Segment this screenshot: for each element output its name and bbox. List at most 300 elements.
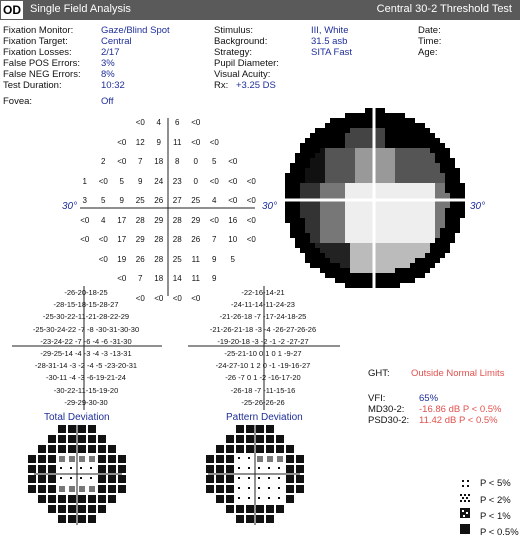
test-name: Central 30-2 Threshold Test — [376, 3, 512, 15]
info-value: 2/17 — [101, 47, 120, 58]
p05-symbol — [78, 425, 86, 433]
deviation-row: -24-27-10 1 2 0 -1 -19-16-27 — [215, 361, 311, 371]
threshold-value: 5 — [230, 254, 235, 264]
deviation-row: -19-20-18 -3 -2 -1 -2 -27-27 — [217, 336, 309, 346]
threshold-value: <0 — [98, 254, 108, 264]
p05-symbol — [58, 495, 66, 503]
deviation-row: -24-11-14-11-24-23 — [231, 300, 295, 310]
analysis-title: Single Field Analysis — [30, 3, 131, 15]
p05-symbol — [88, 505, 96, 513]
info-label: Test Duration: — [3, 80, 62, 91]
p5-symbol — [80, 467, 82, 469]
deviation-row: -29-29-30-30 — [64, 397, 108, 407]
p5-symbol — [258, 467, 260, 469]
p05-symbol — [98, 485, 106, 493]
deviation-row: -21-26-21-18 -3 -4 -26-27-26-26 — [209, 324, 317, 334]
deviation-row: -25-21-10 0 1 0 1 -9-27 — [224, 349, 302, 358]
p5-symbol — [268, 477, 270, 479]
info-label: Fovea: — [3, 96, 33, 107]
p05-symbol — [98, 505, 106, 513]
p05-symbol — [226, 455, 234, 463]
threshold-value: 4 — [101, 215, 106, 225]
p05-symbol — [108, 485, 116, 493]
p05-symbol — [266, 445, 274, 453]
threshold-value: 25 — [135, 196, 145, 205]
p5-symbol — [248, 497, 250, 499]
p2-symbol — [267, 456, 273, 462]
info-label: Fixation Losses: — [3, 47, 72, 58]
threshold-value: 14 — [172, 274, 182, 283]
threshold-value: 25 — [172, 254, 182, 264]
info-value: SITA Fast — [311, 47, 353, 58]
p2-symbol — [79, 486, 85, 492]
p05-symbol — [48, 445, 56, 453]
info-value: +3.25 DS — [236, 80, 276, 91]
psd-label: PSD30-2: — [368, 415, 410, 426]
p05-symbol — [236, 515, 244, 523]
deviation-row: -25-26-26-26 — [241, 397, 285, 407]
p05-symbol — [48, 465, 56, 473]
p05-symbol — [296, 475, 304, 483]
deviation-row: -28-15-18-15-28-27 — [53, 300, 119, 310]
threshold-value: 7 — [212, 235, 217, 244]
p5-symbol-icon — [462, 480, 469, 487]
p5-symbol — [258, 487, 260, 489]
p05-symbol — [266, 515, 274, 523]
p05-symbol — [236, 435, 244, 443]
p05-symbol-icon — [460, 524, 470, 534]
p2-symbol — [89, 456, 95, 462]
p05-symbol — [286, 495, 294, 503]
p05-symbol — [88, 435, 96, 443]
threshold-value: 9 — [212, 254, 217, 264]
info-value: Off — [101, 96, 114, 107]
info-value: 3% — [101, 58, 115, 69]
p05-symbol — [256, 445, 264, 453]
deviation-row: -30-22-11-15-19-20 — [53, 385, 119, 395]
threshold-value: 28 — [154, 235, 164, 244]
p05-symbol — [78, 445, 86, 453]
p05-symbol — [118, 485, 126, 493]
p05-symbol — [256, 515, 264, 523]
info-label: Rx: — [214, 80, 229, 91]
p05-symbol — [296, 465, 304, 473]
p5-symbol — [90, 477, 92, 479]
p5-symbol — [238, 497, 240, 499]
threshold-value: 16 — [228, 215, 238, 225]
p05-symbol — [48, 485, 56, 493]
threshold-value: 29 — [191, 215, 201, 225]
info-value: 10:32 — [101, 80, 125, 91]
deviation-row: -26 -7 0 1 -2 -16-17-20 — [225, 373, 301, 383]
pattern-deviation-caption: Pattern Deviation — [226, 412, 303, 423]
p05-symbol — [48, 495, 56, 503]
vfi-label: VFI: — [368, 393, 386, 404]
p05-symbol — [78, 495, 86, 503]
vfi-value: 65% — [419, 393, 439, 404]
p05-symbol — [226, 445, 234, 453]
threshold-value: 11 — [173, 137, 182, 147]
threshold-value: 25 — [191, 196, 201, 205]
p05-symbol — [78, 515, 86, 523]
p05-symbol — [236, 445, 244, 453]
p05-symbol — [256, 425, 264, 433]
threshold-value: 5 — [119, 176, 124, 186]
p5-symbol — [268, 467, 270, 469]
p05-symbol — [68, 515, 76, 523]
p5-symbol — [70, 467, 72, 469]
threshold-value: 19 — [117, 254, 127, 264]
p05-symbol — [118, 465, 126, 473]
threshold-value: 12 — [135, 137, 145, 147]
threshold-value: 24 — [154, 176, 164, 186]
p05-symbol — [226, 505, 234, 513]
info-label: False POS Errors: — [3, 58, 81, 69]
p05-symbol — [246, 425, 254, 433]
threshold-value: 29 — [135, 235, 145, 244]
threshold-value: <0 — [191, 137, 201, 147]
total-deviation-caption: Total Deviation — [44, 412, 110, 423]
threshold-value: 10 — [228, 235, 238, 244]
threshold-value: <0 — [228, 157, 238, 166]
p05-symbol — [108, 475, 116, 483]
degree-label-mid: 30° — [262, 201, 278, 212]
p05-symbol — [206, 475, 214, 483]
p05-symbol — [38, 475, 46, 483]
p05-symbol — [88, 515, 96, 523]
threshold-value: <0 — [228, 196, 238, 205]
p05-symbol — [256, 505, 264, 513]
threshold-value: <0 — [228, 176, 238, 186]
p05-symbol — [48, 455, 56, 463]
p05-symbol — [38, 495, 46, 503]
p05-symbol — [226, 475, 234, 483]
info-value: III, White — [311, 25, 349, 36]
age-label: Age: — [418, 47, 438, 58]
p5-symbol — [278, 477, 280, 479]
p05-symbol — [206, 455, 214, 463]
p05-symbol — [216, 475, 224, 483]
p5-symbol — [60, 477, 62, 479]
threshold-value: 4 — [156, 118, 161, 127]
deviation-row: -26-18 -7 -11-15-16 — [230, 385, 296, 395]
p2-symbol — [79, 456, 85, 462]
p05-symbol — [236, 505, 244, 513]
threshold-value: 26 — [154, 196, 164, 205]
threshold-value: 26 — [135, 254, 145, 264]
deviation-row: -21-26-18 -7 -17-24-18-25 — [219, 312, 307, 322]
p05-symbol — [58, 515, 66, 523]
p05-symbol — [88, 425, 96, 433]
p05-symbol — [48, 475, 56, 483]
threshold-value: 29 — [154, 215, 164, 225]
p05-symbol — [68, 435, 76, 443]
threshold-value: <0 — [98, 176, 108, 186]
threshold-value: 0 — [193, 157, 198, 166]
p5-symbol — [278, 467, 280, 469]
p05-symbol — [256, 435, 264, 443]
threshold-value: 5 — [212, 157, 217, 166]
p05-symbol — [38, 445, 46, 453]
p05-symbol — [48, 435, 56, 443]
threshold-value: 28 — [172, 215, 182, 225]
p05-symbol — [216, 485, 224, 493]
time-label: Time: — [418, 36, 442, 47]
threshold-value: <0 — [246, 176, 256, 186]
threshold-value: <0 — [135, 118, 145, 127]
p05-symbol — [276, 505, 284, 513]
ght-label: GHT: — [368, 368, 390, 379]
p05-symbol — [108, 455, 116, 463]
p5-symbol — [268, 497, 270, 499]
p5-symbol — [70, 477, 72, 479]
p05-symbol — [266, 425, 274, 433]
p05-symbol — [48, 505, 56, 513]
threshold-value: 5 — [101, 196, 106, 205]
deviation-row: -25-30-22-11-21-28-22-29 — [42, 312, 130, 322]
p05-symbol — [68, 425, 76, 433]
threshold-value: <0 — [246, 196, 256, 205]
p05-symbol — [216, 455, 224, 463]
p05-symbol — [68, 495, 76, 503]
threshold-value: <0 — [98, 235, 108, 244]
threshold-value: 23 — [172, 176, 182, 186]
eye-badge: OD — [3, 3, 21, 17]
p2-symbol — [69, 486, 75, 492]
p05-symbol — [98, 445, 106, 453]
info-label: Strategy: — [214, 47, 253, 58]
p05-symbol — [98, 495, 106, 503]
threshold-value: 11 — [191, 274, 200, 283]
p05-symbol — [98, 475, 106, 483]
threshold-value: 17 — [117, 235, 127, 244]
threshold-value: <0 — [246, 215, 256, 225]
threshold-value: 26 — [191, 235, 201, 244]
info-value: Central — [101, 36, 132, 47]
info-label: Pupil Diameter: — [214, 58, 279, 69]
p05-symbol — [286, 455, 294, 463]
deviation-row: -28-31-14 -3 -2 -4 -5 -23-20-31 — [34, 361, 138, 371]
p05-symbol — [226, 495, 234, 503]
threshold-value: <0 — [117, 157, 127, 166]
p05-symbol — [68, 505, 76, 513]
p05-symbol — [58, 425, 66, 433]
degree-label-left: 30° — [62, 201, 78, 212]
p05-symbol — [246, 435, 254, 443]
p05-symbol — [108, 495, 116, 503]
p05-symbol — [108, 445, 116, 453]
p05-symbol — [58, 445, 66, 453]
threshold-value: 18 — [154, 157, 164, 166]
legend-label: P < 2% — [480, 495, 511, 506]
p5-symbol — [90, 467, 92, 469]
threshold-value: 28 — [172, 235, 182, 244]
threshold-value: 2 — [101, 157, 106, 166]
threshold-value: 6 — [175, 118, 180, 127]
p05-symbol — [286, 475, 294, 483]
threshold-value: 3 — [82, 196, 87, 205]
p05-symbol — [266, 435, 274, 443]
p05-symbol — [38, 465, 46, 473]
p5-symbol — [238, 467, 240, 469]
p5-symbol — [238, 487, 240, 489]
p05-symbol — [236, 425, 244, 433]
info-label: Fixation Target: — [3, 36, 68, 47]
p2-symbol — [59, 456, 65, 462]
date-label: Date: — [418, 25, 441, 36]
threshold-value: 18 — [154, 274, 164, 283]
p05-symbol — [28, 475, 36, 483]
info-label: False NEG Errors: — [3, 69, 81, 80]
md-label: MD30-2: — [368, 404, 405, 415]
p05-symbol — [246, 445, 254, 453]
deviation-row: -30-11 -4 -3 -6-19-21-24 — [46, 373, 126, 383]
info-label: Visual Acuity: — [214, 69, 271, 80]
threshold-value: 0 — [193, 176, 198, 186]
info-label: Fixation Monitor: — [3, 25, 74, 36]
threshold-value: <0 — [191, 293, 201, 303]
info-label: Background: — [214, 36, 268, 47]
p05-symbol — [78, 435, 86, 443]
p5-symbol — [248, 467, 250, 469]
threshold-value: 9 — [156, 137, 161, 147]
threshold-value: 28 — [154, 254, 164, 264]
threshold-value: <0 — [117, 137, 127, 147]
p5-symbol — [238, 477, 240, 479]
deviation-row: -25-30-24-22 -7 -8 -30-31-30-30 — [32, 324, 140, 334]
p5-symbol — [258, 477, 260, 479]
p05-symbol — [286, 485, 294, 493]
p05-symbol — [286, 465, 294, 473]
p05-symbol — [246, 505, 254, 513]
threshold-value: 8 — [175, 157, 180, 166]
legend-symbols — [456, 476, 478, 548]
threshold-value: <0 — [154, 293, 164, 303]
p5-symbol — [278, 497, 280, 499]
p05-symbol — [246, 515, 254, 523]
threshold-value: 1 — [82, 176, 87, 186]
ght-value: Outside Normal Limits — [411, 368, 505, 379]
p05-symbol — [98, 435, 106, 443]
p05-symbol — [226, 485, 234, 493]
deviation-row: -26-20-18-25 — [64, 288, 108, 297]
p5-symbol — [248, 487, 250, 489]
p05-symbol — [216, 465, 224, 473]
threshold-value: 9 — [212, 274, 217, 283]
legend-label: P < 5% — [480, 478, 511, 489]
p05-symbol — [118, 475, 126, 483]
p2-symbol — [257, 456, 263, 462]
p5-symbol — [60, 467, 62, 469]
p05-symbol — [286, 445, 294, 453]
p5-symbol — [268, 487, 270, 489]
p5-symbol — [258, 497, 260, 499]
p2-symbol — [277, 456, 283, 462]
threshold-value: <0 — [246, 235, 256, 244]
threshold-value: 17 — [117, 215, 127, 225]
p5-symbol — [278, 487, 280, 489]
p05-symbol — [206, 465, 214, 473]
threshold-value: <0 — [191, 118, 201, 127]
threshold-value: 7 — [138, 157, 143, 166]
p5-symbol — [80, 477, 82, 479]
threshold-value: 7 — [138, 274, 143, 283]
p2-symbol — [89, 486, 95, 492]
p05-symbol — [108, 465, 116, 473]
p5-symbol — [248, 457, 250, 459]
legend-label: P < 1% — [480, 511, 511, 522]
threshold-value: 4 — [212, 196, 217, 205]
p05-symbol — [58, 435, 66, 443]
threshold-value: <0 — [209, 176, 219, 186]
p05-symbol — [68, 445, 76, 453]
p2-symbol — [69, 456, 75, 462]
info-label: Stimulus: — [214, 25, 254, 36]
p05-symbol — [98, 455, 106, 463]
p05-symbol — [276, 435, 284, 443]
p05-symbol — [38, 485, 46, 493]
p5-symbol — [248, 477, 250, 479]
info-value: Gaze/Blind Spot — [101, 25, 170, 36]
p05-symbol — [226, 465, 234, 473]
p05-symbol — [118, 455, 126, 463]
p05-symbol — [266, 505, 274, 513]
p05-symbol — [38, 455, 46, 463]
p05-symbol — [226, 435, 234, 443]
p05-symbol — [28, 485, 36, 493]
p05-symbol — [296, 455, 304, 463]
threshold-value: <0 — [209, 215, 219, 225]
threshold-value: <0 — [117, 274, 127, 283]
p05-symbol — [88, 445, 96, 453]
p05-symbol — [78, 505, 86, 513]
deviation-row: -23-24-22 -7 -6 -4 -6 -31-30 — [40, 336, 132, 346]
p05-symbol — [276, 445, 284, 453]
threshold-value: <0 — [80, 235, 90, 244]
p05-symbol — [28, 455, 36, 463]
p05-symbol — [216, 495, 224, 503]
p2-symbol-icon — [460, 494, 470, 502]
p05-symbol — [216, 445, 224, 453]
p2-symbol — [59, 486, 65, 492]
threshold-value: <0 — [209, 137, 219, 147]
threshold-value: 11 — [191, 254, 200, 264]
p05-symbol — [58, 505, 66, 513]
p05-symbol — [206, 485, 214, 493]
threshold-value: <0 — [80, 215, 90, 225]
psd-value: 11.42 dB P < 0.5% — [419, 415, 498, 426]
deviation-row: -29-25-14 -4 -3 -4 -3 -13-31 — [40, 349, 132, 358]
legend-label: P < 0.5% — [480, 527, 519, 538]
threshold-value: 28 — [135, 215, 145, 225]
deviation-row: -22-16-14-21 — [241, 288, 285, 297]
threshold-value: <0 — [172, 293, 182, 303]
degree-label-right: 30° — [470, 201, 486, 212]
p1-symbol-icon — [460, 508, 470, 518]
p05-symbol — [88, 495, 96, 503]
p5-symbol — [238, 457, 240, 459]
info-value: 8% — [101, 69, 115, 80]
threshold-value: 27 — [172, 196, 182, 205]
p05-symbol — [28, 465, 36, 473]
p05-symbol — [296, 485, 304, 493]
threshold-value: 9 — [119, 196, 124, 205]
md-value: -16.86 dB P < 0.5% — [419, 404, 502, 415]
threshold-value: <0 — [135, 293, 145, 303]
info-value: 31.5 asb — [311, 36, 348, 47]
threshold-value: 9 — [138, 176, 143, 186]
p05-symbol — [98, 465, 106, 473]
